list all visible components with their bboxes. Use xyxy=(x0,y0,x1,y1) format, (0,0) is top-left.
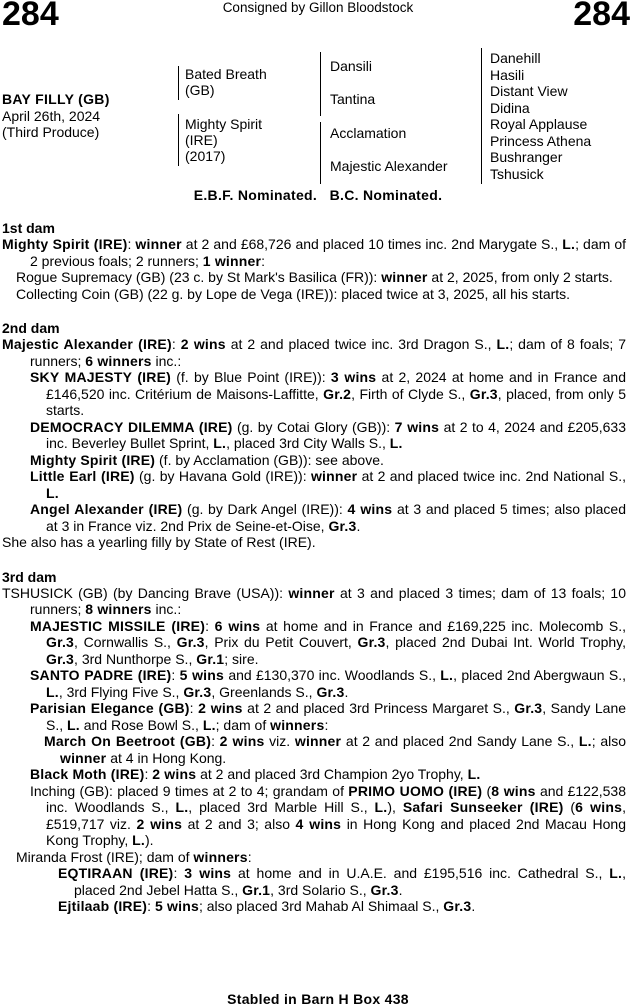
text: at 4 in Hong Kong. xyxy=(106,749,227,766)
pedigree-entry xyxy=(2,865,626,898)
section-heading: 2nd dam xyxy=(2,320,60,336)
bold-text: L. xyxy=(562,236,576,252)
sire-name: Bated Breath xyxy=(185,66,267,82)
text: , placed 3rd City Walls S., xyxy=(226,435,390,451)
pedigree-entry xyxy=(2,534,626,551)
text: ; also xyxy=(591,733,627,749)
grandparent-4: Majestic Alexander xyxy=(330,158,448,174)
horse-description xyxy=(2,91,110,141)
bold-text: L. xyxy=(46,683,59,700)
bold-text: SKY MAJESTY (IRE) xyxy=(30,369,171,385)
bold-text: winner xyxy=(135,236,182,252)
bold-text: 6 winners xyxy=(85,352,152,369)
text: : xyxy=(147,898,155,914)
text: ( xyxy=(482,782,492,799)
bold-text: Gr.3 xyxy=(357,634,386,650)
bold-text: MAJESTIC MISSILE (IRE) xyxy=(30,617,206,634)
great-grandparent: Royal Applause xyxy=(490,116,588,132)
text: (f. by Blue Point (IRE)): xyxy=(170,369,331,385)
text: ; sire. xyxy=(224,650,259,667)
pedigree-entry xyxy=(2,667,626,700)
horse-produce: (Third Produce) xyxy=(2,124,100,140)
pedigree-entry xyxy=(2,700,626,733)
text: , 3rd Flying Five S., xyxy=(58,683,184,700)
bold-text: PRIMO UOMO (IRE) xyxy=(348,782,483,799)
bold-text: Gr.3 xyxy=(316,683,345,700)
bold-text: 6 wins xyxy=(214,617,261,634)
text: in Hong Kong and placed 2nd Macau Hong Kong Trophy, xyxy=(46,815,626,848)
bold-text: Gr.3 xyxy=(46,650,75,667)
text: : xyxy=(205,617,215,634)
great-grandparent: Danehill xyxy=(490,50,541,66)
pedigree-sire xyxy=(185,66,267,98)
dam-name: Mighty Spirit xyxy=(185,116,263,132)
bold-text: L. xyxy=(389,435,403,451)
bold-text: L. xyxy=(202,716,216,733)
pedigree-entry xyxy=(2,468,626,501)
text: (f. by Acclamation (GB)): see above. xyxy=(155,451,384,468)
pedigree-entry xyxy=(2,336,626,369)
pedigree-entry xyxy=(2,783,626,849)
bold-text: 2 wins xyxy=(219,733,265,749)
text: ; dam of 8 foals; 7 runners; xyxy=(30,336,626,369)
text: , placed, from only 5 starts. xyxy=(46,385,626,418)
bold-text: L. xyxy=(467,766,481,782)
section-heading: 3rd dam xyxy=(2,568,57,585)
bold-text: 4 wins xyxy=(295,815,342,832)
grandparent-3: Acclamation xyxy=(330,125,407,141)
text: : xyxy=(171,667,180,683)
pedigree-bracket-sire xyxy=(178,66,179,100)
bold-text: Gr.3 xyxy=(514,700,543,716)
grandparent-2: Tantina xyxy=(330,91,376,107)
bold-text: 8 winners xyxy=(85,601,152,617)
bold-text: L. xyxy=(440,667,454,683)
bold-text: 3 wins xyxy=(330,369,377,385)
text: . xyxy=(356,517,361,534)
dam-country: (IRE) xyxy=(185,132,218,148)
bold-text: Angel Alexander (IRE) xyxy=(30,501,183,517)
lot-number-right: 284 xyxy=(573,0,630,33)
great-grandparent: Bushranger xyxy=(490,149,563,165)
bold-text: Gr.1 xyxy=(196,650,225,667)
text: : xyxy=(324,716,329,733)
bold-text: L. xyxy=(132,832,145,848)
section-2nd-dam xyxy=(2,320,626,551)
pedigree-bracket-gg-1 xyxy=(481,48,482,82)
text: , placed 2nd Abergwaun S., xyxy=(453,667,627,683)
text: (g. by Cotai Glory (GB)): xyxy=(232,418,395,435)
bold-text: Gr.3 xyxy=(370,881,399,898)
text: , £519,717 viz. xyxy=(46,799,626,832)
bold-text: winner xyxy=(310,468,358,484)
bold-text: Gr.2 xyxy=(323,385,352,402)
dam-year: (2017) xyxy=(185,148,226,164)
pedigree-entry xyxy=(2,236,626,269)
pedigree-entry xyxy=(2,585,626,618)
horse-foaling-date: April 26th, 2024 xyxy=(2,107,101,124)
grandparent-1: Dansili xyxy=(330,58,373,74)
bold-text: 8 wins xyxy=(491,782,536,799)
text: : xyxy=(247,848,252,865)
bold-text: 2 wins xyxy=(136,815,183,832)
bold-text: Mighty Spirit (IRE) xyxy=(2,236,128,252)
text: at 2 and placed twice inc. 3rd Dragon S., xyxy=(225,336,497,352)
text: : xyxy=(173,865,185,881)
bold-text: L. xyxy=(496,336,510,352)
text: at 2 and placed twice inc. 2nd National S., xyxy=(357,468,626,484)
text: , Cornwallis S., xyxy=(74,634,177,650)
sire-country: (GB) xyxy=(185,82,215,98)
bold-text: L. xyxy=(213,435,227,451)
nominations: E.B.F. Nominated. B.C. Nominated. xyxy=(193,187,443,203)
text: Miranda Frost (IRE); dam of xyxy=(16,848,194,865)
text: at 2, 2025, from only 2 starts. xyxy=(427,269,613,285)
text: TSHUSICK (GB) (by Dancing Brave (USA)): xyxy=(2,584,289,601)
text: : xyxy=(211,733,220,749)
section-3rd-dam xyxy=(2,569,626,915)
stabling-info: Stabled in Barn H Box 438 xyxy=(227,991,409,1007)
bold-text: Gr.1 xyxy=(242,881,271,898)
text: : xyxy=(144,766,153,782)
great-grandparent: Tshusick xyxy=(490,165,544,182)
pedigree-entry xyxy=(2,898,626,915)
bold-text: Gr.3 xyxy=(176,634,205,650)
pedigree-dam xyxy=(185,116,262,164)
bold-text: 1 winner xyxy=(202,252,262,269)
pedigree-entry xyxy=(2,369,626,419)
text: inc.: xyxy=(151,601,182,617)
text: (g. by Havana Gold (IRE)): xyxy=(134,468,311,484)
text: . xyxy=(471,898,476,914)
bold-text: 2 wins xyxy=(198,700,243,716)
text: and £122,538 inc. Woodlands S., xyxy=(46,782,627,815)
text: at 2 to 4, 2024 and £205,633 inc. Beverley Bullet Sprint, xyxy=(46,418,627,451)
bold-text: 2 wins xyxy=(180,336,226,352)
pedigree-entry xyxy=(2,286,626,303)
text: , placed 3rd Marble Hill S., xyxy=(188,799,375,815)
bold-text: Ejtilaab (IRE) xyxy=(58,898,148,914)
pedigree-bracket-gg-3 xyxy=(481,116,482,150)
text: , Prix du Petit Couvert, xyxy=(204,634,358,650)
text: ). xyxy=(144,832,154,848)
text: at home and in U.A.E. and £195,516 inc. Cathedral S., xyxy=(231,865,610,881)
text: ; dam of 2 previous foals; 2 runners; xyxy=(30,236,626,269)
bold-text: L. xyxy=(46,484,59,501)
pedigree-bracket-dam xyxy=(178,114,179,166)
bold-text: winner xyxy=(288,584,335,601)
bold-text: Mighty Spirit (IRE) xyxy=(30,451,156,468)
great-grandparent: Princess Athena xyxy=(490,132,592,149)
text: and Rose Bowl S., xyxy=(79,716,203,733)
bold-text: Gr.3 xyxy=(443,898,472,914)
pedigree-entry xyxy=(2,501,626,534)
text: , 3rd Solario S., xyxy=(270,881,371,898)
bold-text: Parisian Elegance (GB) xyxy=(30,700,190,716)
text: : xyxy=(189,700,199,716)
text: at home and in France and £169,225 inc. Molecomb S., xyxy=(260,617,627,634)
pedigree-entry xyxy=(2,269,626,286)
pedigree-entry xyxy=(2,849,626,866)
bold-text: 4 wins xyxy=(347,501,393,517)
text: at 2 and £68,726 and placed 10 times inc. 2nd Marygate S., xyxy=(181,236,563,252)
pedigree-entry xyxy=(2,618,626,668)
text: Collecting Coin (GB) (22 g. by Lope de Vega (IRE)): placed twice at 3, 2025, all his starts. xyxy=(16,285,571,302)
great-grandparents xyxy=(490,50,591,182)
pedigree-bracket-gg-4 xyxy=(481,150,482,184)
text: , Sandy Lane S., xyxy=(46,700,627,733)
pedigree-bracket-gg-2 xyxy=(481,82,482,116)
text: . xyxy=(398,881,403,898)
bold-text: L. xyxy=(609,865,623,881)
text: ( xyxy=(563,799,576,815)
great-grandparent: Distant View xyxy=(490,83,568,99)
consignor: Consigned by Gillon Bloodstock xyxy=(222,0,414,15)
pedigree-bracket-dam-parents xyxy=(320,122,321,184)
bold-text: 6 wins xyxy=(575,799,623,815)
pedigree-entry xyxy=(2,419,626,452)
text: and £130,370 inc. Woodlands S., xyxy=(224,667,441,683)
bold-text: Majestic Alexander (IRE) xyxy=(2,336,172,352)
text: viz. xyxy=(264,733,295,749)
bold-text: 7 wins xyxy=(394,418,440,435)
text: , Firth of Clyde S., xyxy=(351,385,470,402)
bold-text: EQTIRAAN (IRE) xyxy=(58,865,174,881)
text: ; dam of xyxy=(215,716,271,733)
pedigree-entry xyxy=(2,733,626,766)
lot-number-left: 284 xyxy=(2,0,59,33)
text: ; also placed 3rd Mahab Al Shimaal S., xyxy=(198,898,444,914)
section-1st-dam xyxy=(2,220,626,302)
text: , 3rd Nunthorpe S., xyxy=(74,650,197,667)
bold-text: Gr.3 xyxy=(328,517,357,534)
text: inc.: xyxy=(151,352,182,369)
text: at 3 and placed 5 times; also placed at 3 in France viz. 2nd Prix de Seine-et-Oise, xyxy=(46,501,626,534)
text: at 2 and placed 2nd Sandy Lane S., xyxy=(341,733,579,749)
text: , Greenlands S., xyxy=(211,683,317,700)
bold-text: winner xyxy=(294,733,342,749)
text: . xyxy=(344,683,349,700)
text: ), xyxy=(387,799,403,815)
pedigree-entry xyxy=(2,766,626,783)
pedigree-bracket-sire-parents xyxy=(320,52,321,116)
bold-text: 3 wins xyxy=(184,865,232,881)
great-grandparent: Hasili xyxy=(490,66,525,83)
great-grandparent: Didina xyxy=(490,99,530,116)
bold-text: Gr.3 xyxy=(46,634,75,650)
text: : xyxy=(261,252,266,269)
pedigree-entry xyxy=(2,452,626,469)
bold-text: winner xyxy=(60,749,107,766)
bold-text: winner xyxy=(381,269,428,285)
text: at 2 and placed 3rd Champion 2yo Trophy, xyxy=(196,766,468,782)
bold-text: 5 wins xyxy=(179,667,225,683)
text: : xyxy=(127,236,136,252)
bold-text: L. xyxy=(578,733,592,749)
horse-title: BAY FILLY (GB) xyxy=(2,91,110,107)
section-entries xyxy=(2,336,626,551)
pedigree-notes xyxy=(2,220,626,915)
section-heading: 1st dam xyxy=(2,220,55,236)
bold-text: winners xyxy=(193,848,248,865)
text: , placed 2nd Dubai Int. World Trophy, xyxy=(385,634,626,650)
bold-text: winners xyxy=(270,716,325,733)
bold-text: Gr.3 xyxy=(183,683,212,700)
text: : xyxy=(171,336,181,352)
bold-text: Black Moth (IRE) xyxy=(30,766,145,782)
section-entries xyxy=(2,236,626,302)
bold-text: Safari Sunseeker (IRE) xyxy=(402,799,564,815)
bold-text: L. xyxy=(374,799,388,815)
text: , placed 2nd Jebel Hatta S., xyxy=(74,865,627,898)
text: at 2, 2024 at home and in France and £146,520 inc. Critérium de Maisons-Laffitte, xyxy=(46,369,627,402)
bold-text: L. xyxy=(67,716,80,733)
bold-text: Gr.3 xyxy=(469,385,498,402)
text: at 3 and placed 3 times; dam of 13 foals; 10 runners; xyxy=(30,584,626,617)
text: at 2 and placed 3rd Princess Margaret S., xyxy=(242,700,515,716)
text: at 2 and 3; also xyxy=(182,815,296,832)
bold-text: 2 wins xyxy=(152,766,197,782)
bold-text: L. xyxy=(175,799,189,815)
bold-text: Little Earl (IRE) xyxy=(30,468,135,484)
section-entries xyxy=(2,585,626,915)
text: Inching (GB): placed 9 times at 2 to 4; grandam of xyxy=(30,782,349,799)
bold-text: March On Beetroot (GB) xyxy=(44,733,212,749)
bold-text: DEMOCRACY DILEMMA (IRE) xyxy=(30,418,233,435)
text: Rogue Supremacy (GB) (23 c. by St Mark's Basilica (FR)): xyxy=(16,269,382,285)
text: She also has a yearling filly by State of Rest (IRE). xyxy=(2,534,316,550)
bold-text: 5 wins xyxy=(154,898,199,914)
text: (g. by Dark Angel (IRE)): xyxy=(182,501,348,517)
bold-text: SANTO PADRE (IRE) xyxy=(30,667,172,683)
